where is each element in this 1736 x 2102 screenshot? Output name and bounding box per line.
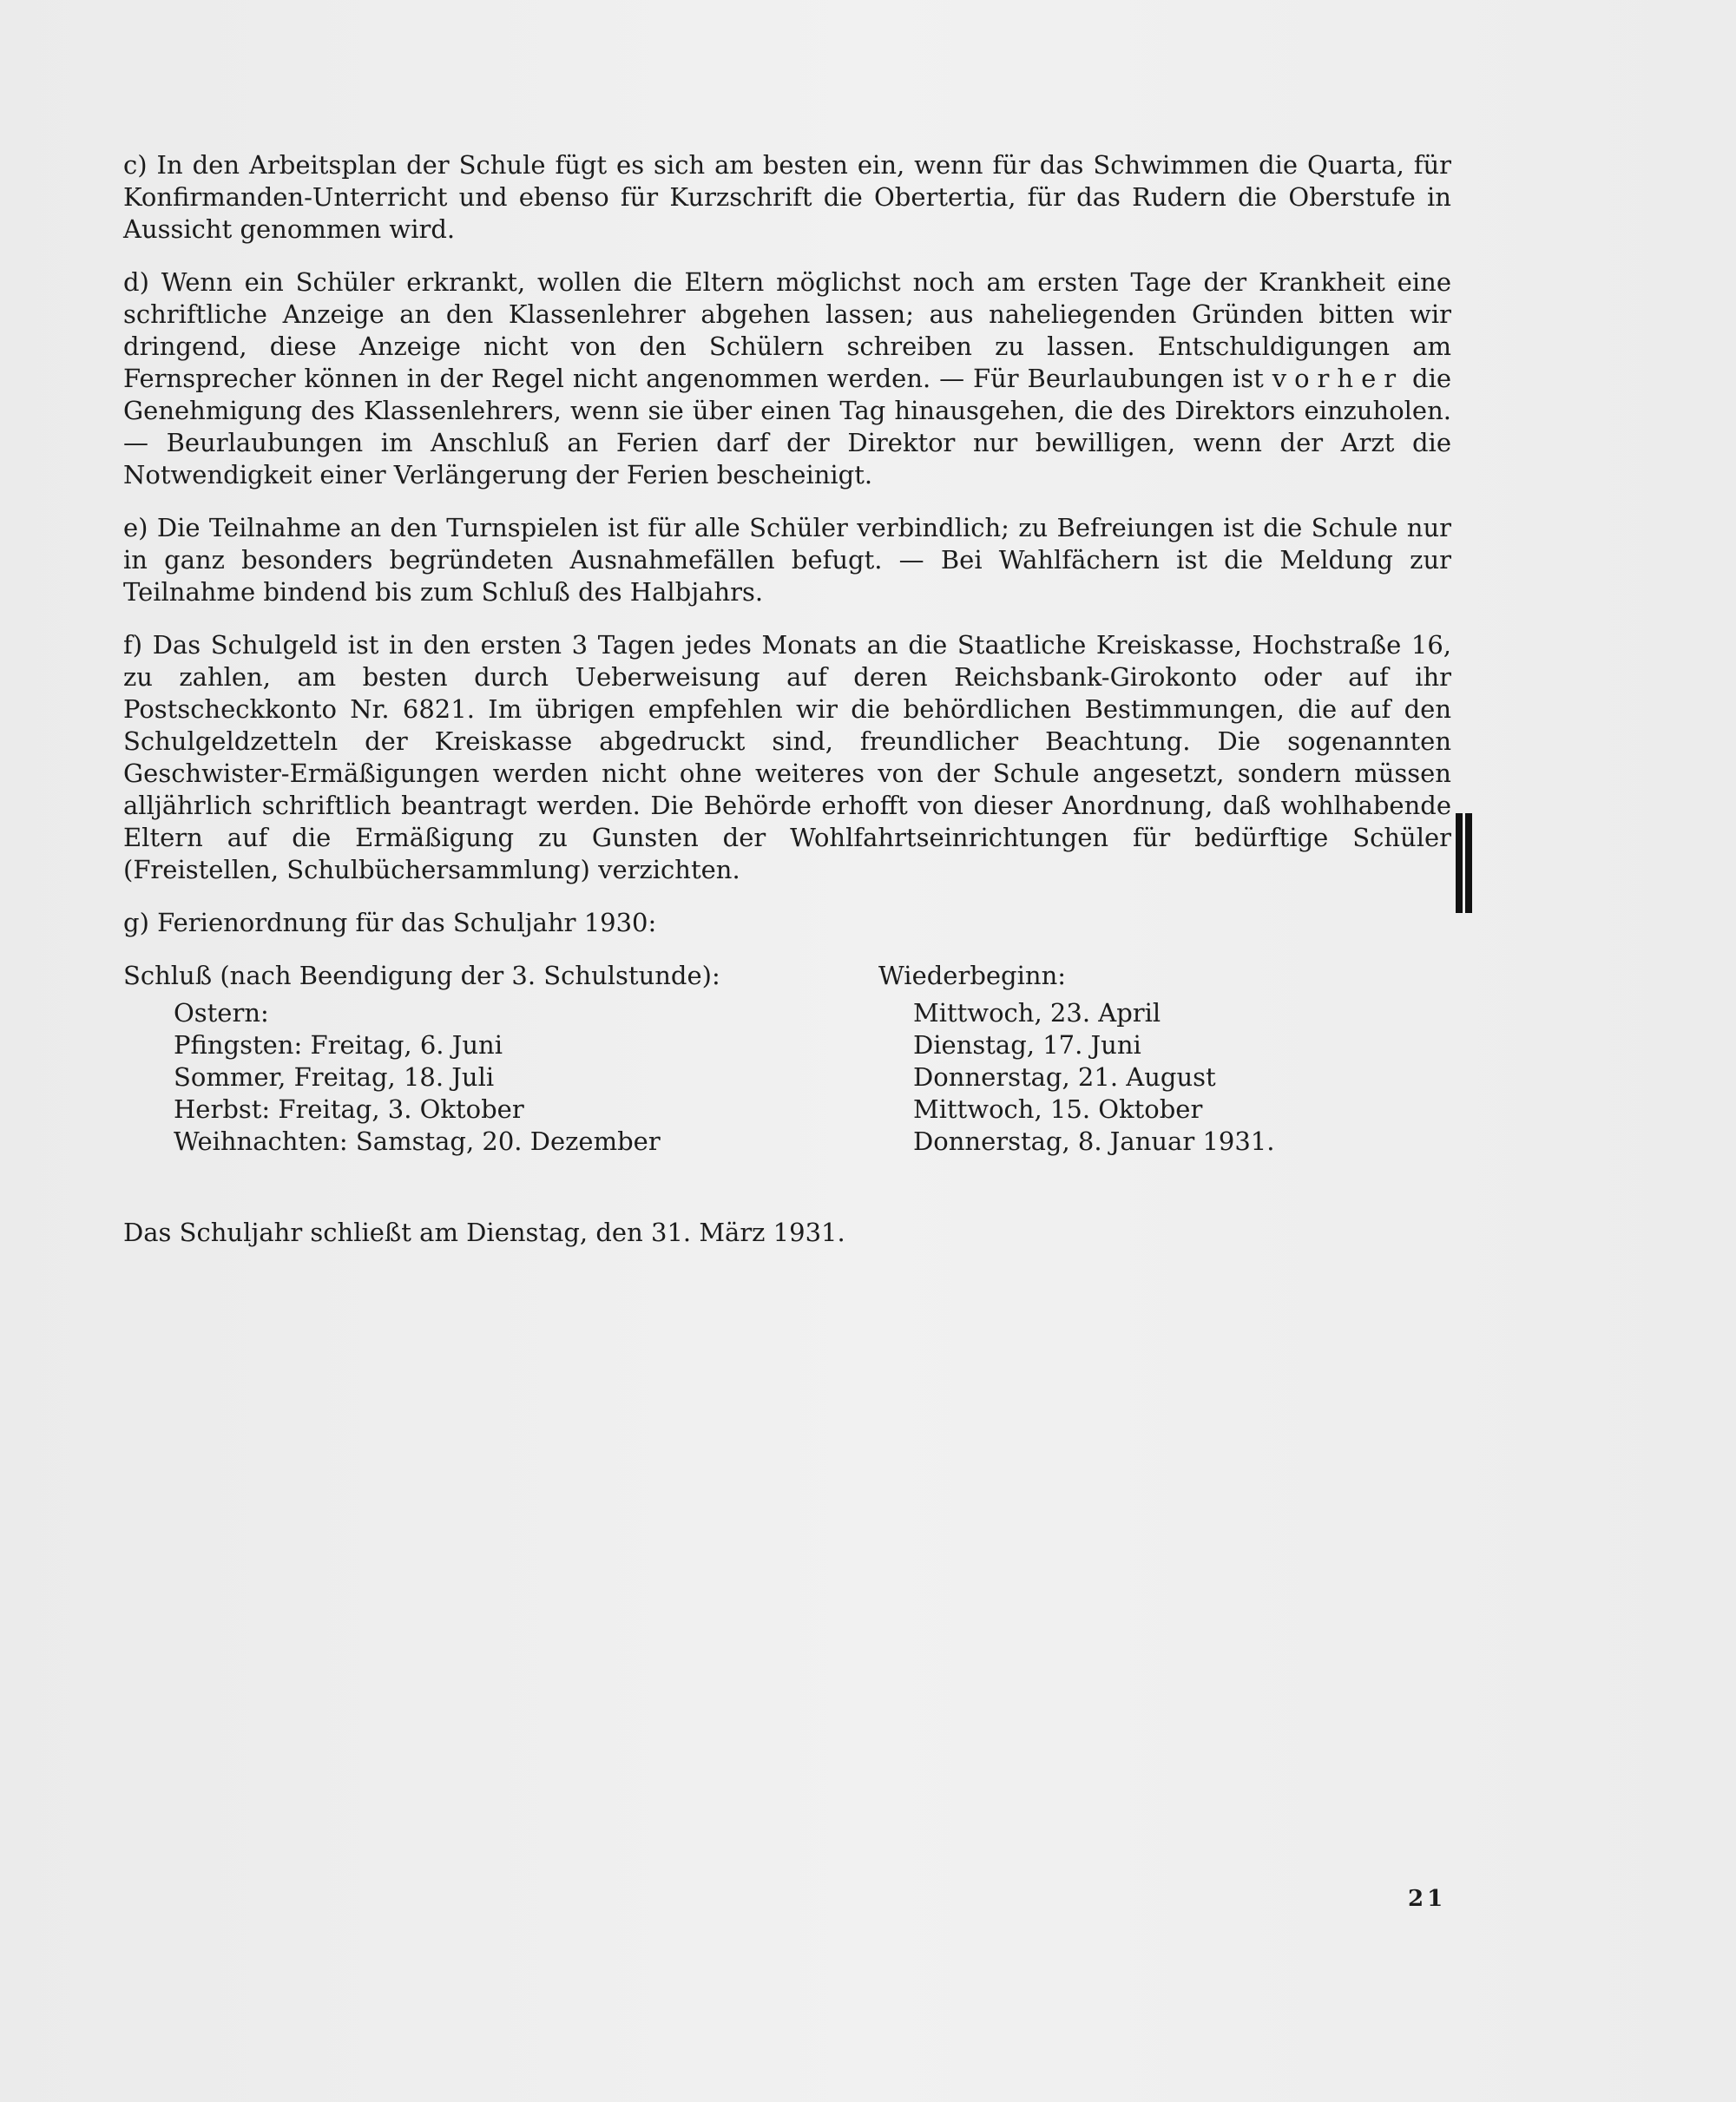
page-number: 21	[1408, 1886, 1447, 1912]
schedule-close-item: Sommer, Freitag, 18. Juli	[174, 1062, 495, 1092]
schedule-resume-item: Mittwoch, 23. April	[913, 998, 1161, 1028]
schedule-close-item: Pfingsten: Freitag, 6. Juni	[174, 1030, 503, 1060]
body-text	[123, 149, 1452, 1156]
paragraph-text: die Genehmigung des Klassenlehrers, wenn sie über einen Tag hinausgehen, die des Direktors einzuholen. — Beurlaubungen im Anschluß an Ferien darf der Direktor nur bewilligen, wenn der Arzt die Notwendigkeit einer Verlängerung der Ferien bescheinigt.	[123, 364, 1452, 489]
paragraph-d	[123, 266, 1451, 491]
paragraph-text: Ferienordnung für das Schuljahr 1930:	[157, 908, 657, 937]
margin-mark	[1465, 813, 1472, 913]
paragraph-f	[123, 629, 1451, 886]
schedule-resume-item: Donnerstag, 21. August	[913, 1062, 1216, 1092]
paragraph-g	[123, 907, 1451, 939]
paragraph-text: Wenn ein Schüler erkrankt, wollen die Eltern möglichst noch am ersten Tage der Krankheit eine schriftliche Anzeige an den Klassenlehrer abgehen lassen; aus naheliegenden Gründen bitten wir dringend, diese Anzeige nicht von den Schülern schreiben zu lassen. Entschuldigungen am Fernsprecher können in der Regel nicht angenommen werden. — Für Beurlaubungen ist	[123, 267, 1451, 393]
paragraph-text: In den Arbeitsplan der Schule fügt es sich am besten ein, wenn für das Schwimmen die Quarta, für Konfirmanden-Unterricht und ebenso für Kurzschrift die Obertertia, für das Rudern die Oberstufe in Aussicht genommen wird.	[123, 150, 1452, 244]
schedule-close-item: Herbst: Freitag, 3. Oktober	[174, 1094, 524, 1124]
paragraph-e	[123, 512, 1451, 608]
schedule-close-header: Schluß (nach Beendigung der 3. Schulstunde):	[123, 961, 720, 990]
emphasis-word: vorher	[1272, 364, 1404, 393]
paragraph-label: f)	[123, 630, 143, 660]
schedule-resume-item: Dienstag, 17. Juni	[913, 1030, 1141, 1060]
paragraph-label: c)	[123, 150, 148, 180]
paragraph-text: Das Schulgeld ist in den ersten 3 Tagen jedes Monats an die Staatliche Kreiskasse, Hochstraße 16, zu zahlen, am besten durch Ueberweisung auf deren Reichsbank-Girokonto oder auf ihr Postscheckkonto Nr. 6821. Im übrigen empfehlen wir die behördlichen Bestimmungen, die auf den Schulgeldzetteln der Kreiskasse abgedruckt sind, freundlicher Beachtung. Die sogenannten Geschwister-Ermäßigungen werden nicht ohne weiteres von der Schule angesetzt, sondern müssen alljährlich schriftlich beantragt werden. Die Behörde erhofft von dieser Anordnung, daß wohlhabende Eltern auf die Ermäßigung zu Gunsten der Wohlfahrtseinrichtungen für bedürftige Schüler (Freistellen, Schulbüchersammlung) verzichten.	[123, 630, 1452, 884]
schedule-close-item: Ostern:	[174, 998, 269, 1028]
paragraph-text: Die Teilnahme an den Turnspielen ist für alle Schüler verbindlich; zu Befreiungen ist die Schule nur in ganz besonders begründeten Ausnahmefällen befugt. — Bei Wahlfächern ist die Meldung zur Teilnahme bindend bis zum Schluß des Halbjahrs.	[123, 513, 1452, 607]
schedule-resume-item: Mittwoch, 15. Oktober	[913, 1094, 1203, 1124]
paragraph-c	[123, 149, 1451, 246]
schedule-close-column	[123, 960, 904, 1158]
schedule-resume-item: Donnerstag, 8. Januar 1931.	[913, 1127, 1275, 1156]
paragraph-label: e)	[123, 513, 148, 542]
schedule-close-item: Weihnachten: Samstag, 20. Dezember	[174, 1127, 661, 1156]
paragraph-label: d)	[123, 267, 149, 297]
closing-line: Das Schuljahr schließt am Dienstag, den 31. März 1931.	[123, 1218, 845, 1247]
schedule-resume-column	[878, 960, 1451, 1158]
schedule-resume-header: Wiederbeginn:	[878, 961, 1067, 990]
margin-mark	[1456, 813, 1463, 913]
paragraph-label: g)	[123, 908, 149, 937]
